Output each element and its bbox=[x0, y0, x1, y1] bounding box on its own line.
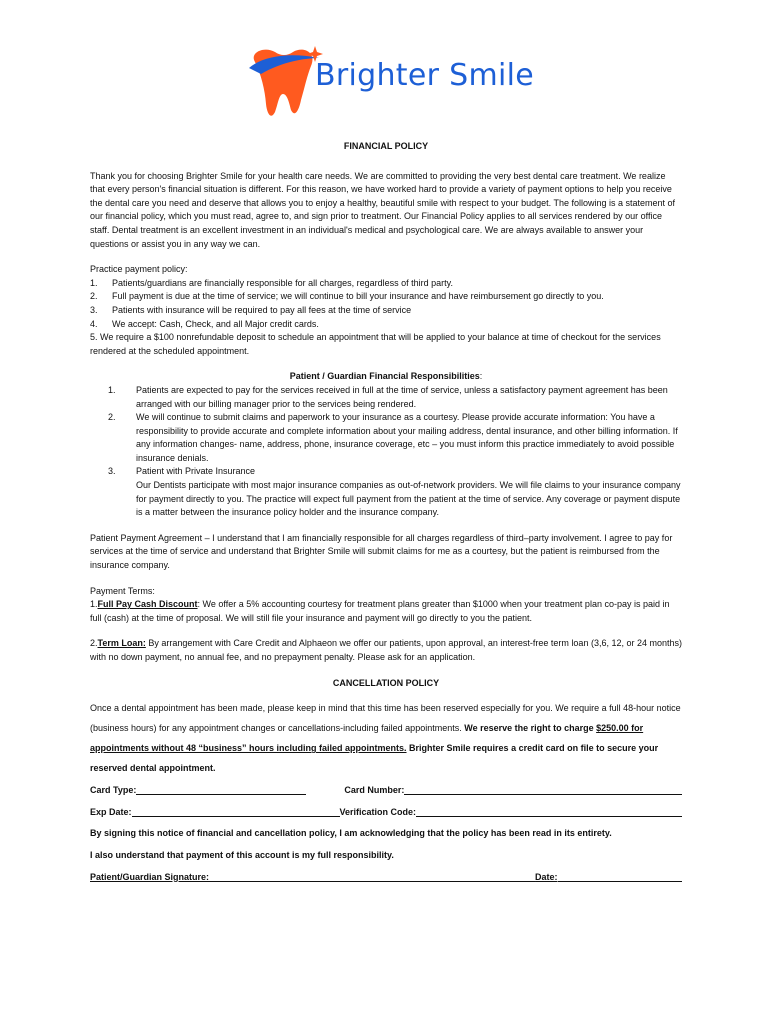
list-item: 2. Full payment is due at the time of service; we will continue to bill your insurance and have reimbursement go directly to you. bbox=[90, 291, 604, 302]
card-type-label: Card Type: bbox=[90, 785, 137, 796]
list-item: 3. Patients with insurance will be required to pay all fees at the time of service bbox=[90, 304, 412, 315]
list-item: 4. We accept: Cash, Check, and all Major credit cards. bbox=[90, 318, 319, 329]
practice-heading: Practice payment policy: bbox=[90, 264, 188, 275]
logo-text: Brighter Smile bbox=[315, 58, 534, 93]
term-cash-discount: 1.Full Pay Cash Discount: We offer a 5% accounting courtesy for treatment plans greater than $1000 when your treatment plan co-pay is paid in full (cash) at the time of proposal. We will still file your insurance and payment will go directly to you the patient. bbox=[90, 599, 670, 623]
exp-date-label: Exp Date: bbox=[90, 806, 132, 817]
signature-field[interactable] bbox=[209, 871, 535, 882]
signature-row bbox=[90, 871, 682, 885]
responsibilities-heading: Patient / Guardian Financial Responsibilities: bbox=[289, 371, 483, 382]
date-field[interactable] bbox=[558, 871, 682, 882]
page-title: FINANCIAL POLICY bbox=[343, 141, 429, 151]
list-item: 2. We will continue to submit claims and paperwork to your insurance as a courtesy. Please provide accurate information: You have a responsibility to provide accurate and complete information about your mailing address, dental insurance, and other billing information. If any information changes- name, address, phone, insurance coverage, etc – you must inform this practice immediately to avoid possible insurance denials. bbox=[108, 412, 678, 463]
terms-heading: Payment Terms: bbox=[90, 585, 155, 596]
acknowledgement-1: By signing this notice of financial and cancellation policy, I am acknowledging that the policy has been read in its entirety. bbox=[90, 828, 612, 839]
date-label: Date: bbox=[535, 871, 558, 882]
list-item: 1. Patients are expected to pay for the services received in full at the time of service, unless a satisfactory payment agreement has been arranged with our billing manager prior to the services being rendered. bbox=[108, 384, 668, 409]
term-loan: 2.Term Loan: By arrangement with Care Credit and Alphaeon we offer our patients, upon approval, an interest-free term loan (3,6, 12, or 24 months) with no down payment, no annual fee, and no prepayment penalty. Please ask for an application. bbox=[90, 638, 682, 662]
acknowledgement-2: I also understand that payment of this account is my full responsibility. bbox=[90, 849, 394, 860]
card-row bbox=[90, 784, 682, 798]
intro-paragraph: Thank you for choosing Brighter Smile for your health care needs. We are committed to providing the very best dental care treatment. We realize that every person's financial situation is different. For this reason, we have worked hard to provide a variety of payment options to help you receive the dental care you need and deserve that allows you to enjoy a healthy, beautiful smile with respect to your budget. The following is a statement of our financial policy, which you must read, agree to, and sign prior to treatment. Our Financial Policy applies to all services rendered by our office staff. Dental treatment is an excellent investment in an individual's medical and psychological care. We are always available to answer your questions or assist you in any way we can. bbox=[90, 170, 676, 249]
cancellation-heading: CANCELLATION POLICY bbox=[332, 677, 440, 688]
list-item: 3. Patient with Private Insurance Our Dentists participate with most major insurance companies as out-of-network providers. We will file claims to your insurance company for payment directly to you. The practice will expect full payment from the patient at the time of service. Any coverage or payment dispute is a matter between the insurance policy holder and the insurance company. bbox=[108, 466, 681, 518]
verification-field[interactable] bbox=[416, 806, 682, 817]
exp-row bbox=[90, 806, 682, 820]
verification-label: Verification Code: bbox=[339, 806, 417, 817]
list-item: 1. Patients/guardians are financially responsible for all charges, regardless of third party. bbox=[90, 277, 454, 288]
card-type-field[interactable] bbox=[136, 784, 306, 795]
policy-content bbox=[90, 140, 682, 884]
agreement-paragraph: Patient Payment Agreement – I understand that I am financially responsible for all charges regardless of third–party involvement. I agree to pay for services at the time of service and understand that Brighter Smile will submit claims for me as a courtesy, but the patient is reimbursed from the insurance company. bbox=[90, 532, 673, 571]
brighter-smile-logo bbox=[245, 44, 535, 120]
cancellation-paragraph: Once a dental appointment has been made, please keep in mind that this time has been reserved especially for you. We require a full 48-hour notice (business hours) for any appointment changes or cancellations-including failed appointments. We reserve the right to charge $250.00 for appointments without 48 “business” hours including failed appointments. Brighter Smile requires a credit card on file to secure your reserved dental appointment. bbox=[90, 703, 681, 774]
card-number-label: Card Number: bbox=[344, 785, 405, 796]
exp-date-field[interactable] bbox=[132, 806, 340, 817]
list-item: 5. We require a $100 nonrefundable deposit to schedule an appointment that will be applied to your balance at time of checkout for the services rendered at the scheduled appointment. bbox=[90, 332, 661, 356]
card-number-field[interactable] bbox=[404, 784, 682, 795]
signature-label: Patient/Guardian Signature: bbox=[90, 871, 210, 882]
tooth-icon bbox=[245, 44, 325, 120]
